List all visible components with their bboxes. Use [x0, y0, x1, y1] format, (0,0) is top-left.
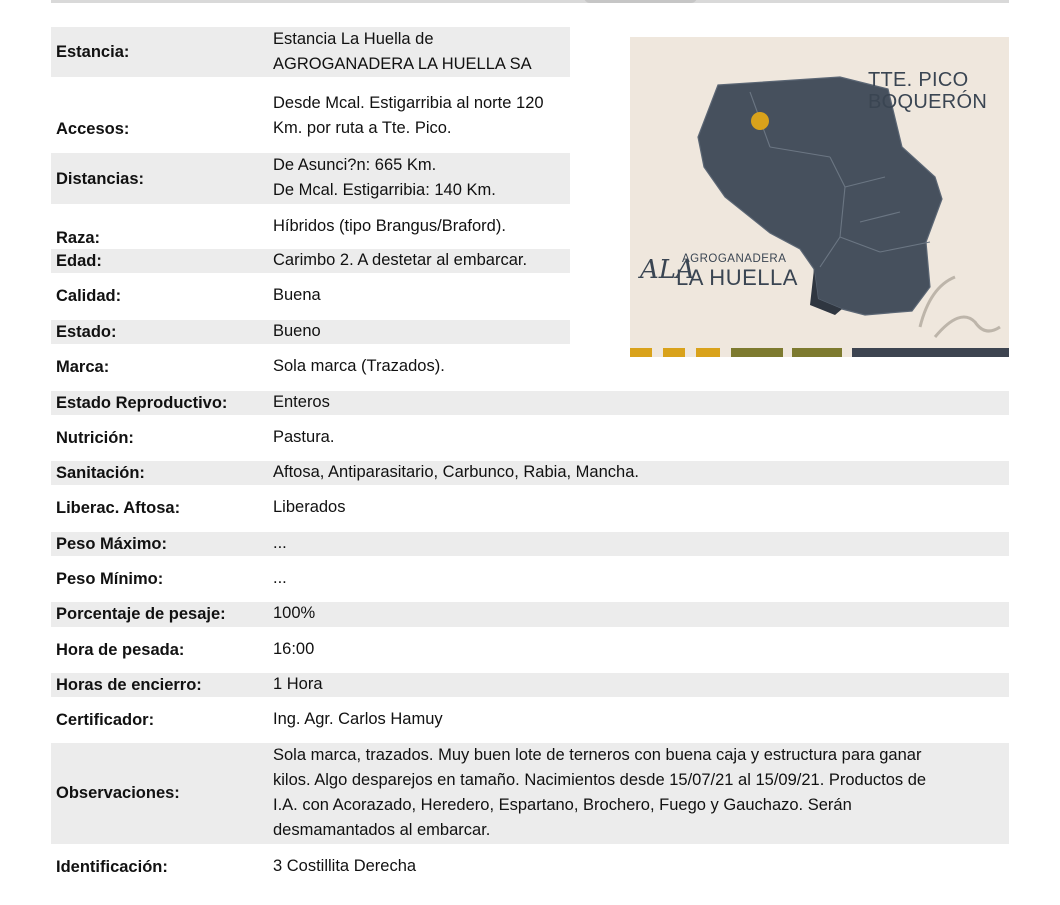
table-row — [51, 354, 1009, 381]
row-label: Nutrición: — [56, 429, 134, 447]
row-value: Aftosa, Antiparasitario, Carbunco, Rabia, Mancha. — [273, 463, 639, 481]
table-row — [51, 153, 570, 204]
table-row — [51, 566, 1009, 593]
table-row — [51, 461, 1009, 485]
brand-name-small: AGROGANADERA — [682, 253, 787, 265]
row-value: Desde Mcal. Estigarribia al norte 120 Km. por ruta a Tte. Pico. — [273, 94, 544, 137]
row-value: Carimbo 2. A destetar al embarcar. — [273, 251, 528, 269]
table-row — [51, 283, 570, 310]
row-label: Porcentaje de pesaje: — [56, 605, 226, 623]
stripe-gold — [663, 348, 685, 357]
row-value: Sola marca (Trazados). — [273, 357, 445, 375]
row-label: Marca: — [56, 358, 110, 376]
row-value: 1 Hora — [273, 675, 323, 693]
row-value: Buena — [273, 286, 321, 304]
row-label: Distancias: — [56, 170, 145, 188]
row-label: Hora de pesada: — [56, 641, 185, 659]
row-label: Sanitación: — [56, 464, 145, 482]
table-row — [51, 425, 1009, 452]
scroll-thumb[interactable] — [584, 0, 697, 3]
row-label: Calidad: — [56, 287, 122, 305]
row-value: De Asunci?n: 665 Km. De Mcal. Estigarribia: 140 Km. — [273, 156, 496, 199]
row-value: ... — [273, 534, 287, 552]
row-value: Enteros — [273, 393, 330, 411]
row-label: Liberac. Aftosa: — [56, 499, 181, 517]
table-row — [51, 320, 570, 344]
table-row — [51, 637, 1009, 664]
row-label: Estancia: — [56, 43, 130, 61]
row-label: Estado: — [56, 323, 117, 341]
map-place-label: TTE. PICO BOQUERÓN — [868, 69, 988, 113]
row-label: Observaciones: — [56, 784, 180, 802]
table-row — [51, 391, 1009, 415]
row-value: Ing. Agr. Carlos Hamuy — [273, 710, 443, 728]
table-row — [51, 532, 1009, 556]
row-label: Peso Mínimo: — [56, 570, 164, 588]
table-row — [51, 673, 1009, 697]
row-value: Pastura. — [273, 428, 335, 446]
row-label: Accesos: — [56, 120, 130, 138]
table-row — [51, 212, 570, 249]
table-row — [51, 249, 570, 273]
brand-name-big: LA HUELLA — [676, 265, 798, 290]
table-row — [51, 495, 1009, 522]
row-label: Peso Máximo: — [56, 535, 167, 553]
row-value: Liberados — [273, 498, 346, 516]
location-dot-icon — [751, 112, 769, 130]
row-label: Identificación: — [56, 858, 168, 876]
top-scrollbar[interactable] — [51, 0, 1009, 3]
table-row — [51, 854, 1009, 881]
row-value: 3 Costillita Derecha — [273, 857, 417, 875]
stripe-dark — [852, 348, 1009, 357]
brand-logo-image — [630, 37, 1009, 357]
row-value: 100% — [273, 604, 316, 622]
table-row — [51, 27, 570, 77]
table-row — [51, 602, 1009, 627]
row-value: Híbridos (tipo Brangus/Braford). — [273, 217, 506, 235]
table-row — [51, 91, 570, 143]
stripe-gold — [696, 348, 720, 357]
row-label: Certificador: — [56, 711, 155, 729]
stripe-gold — [630, 348, 652, 357]
row-value: Sola marca, trazados. Muy buen lote de terneros con buena caja y estructura para ganar kilos. Algo desparejos en tamaño. Nacimientos desde 15/07/21 al 15/09/21. Productos de I.A. con Acorazado, Heredero, Espartano, Brochero, Fuego y Gauchazo. Serán desmamantados al embarcar. — [273, 746, 927, 839]
table-row — [51, 743, 1009, 844]
row-value: Estancia La Huella de AGROGANADERA LA HUELLA SA — [273, 30, 532, 73]
row-value: ... — [273, 569, 287, 587]
row-label: Horas de encierro: — [56, 676, 202, 694]
row-value: 16:00 — [273, 640, 315, 658]
brand-mark-text: ALA — [640, 255, 695, 285]
row-label: Edad: — [56, 252, 102, 270]
table-row — [51, 707, 1009, 734]
stripe-olive — [731, 348, 783, 357]
row-value: Bueno — [273, 322, 321, 340]
row-label: Raza: — [56, 229, 101, 247]
row-label: Estado Reproductivo: — [56, 394, 228, 412]
stripe-olive — [792, 348, 842, 357]
